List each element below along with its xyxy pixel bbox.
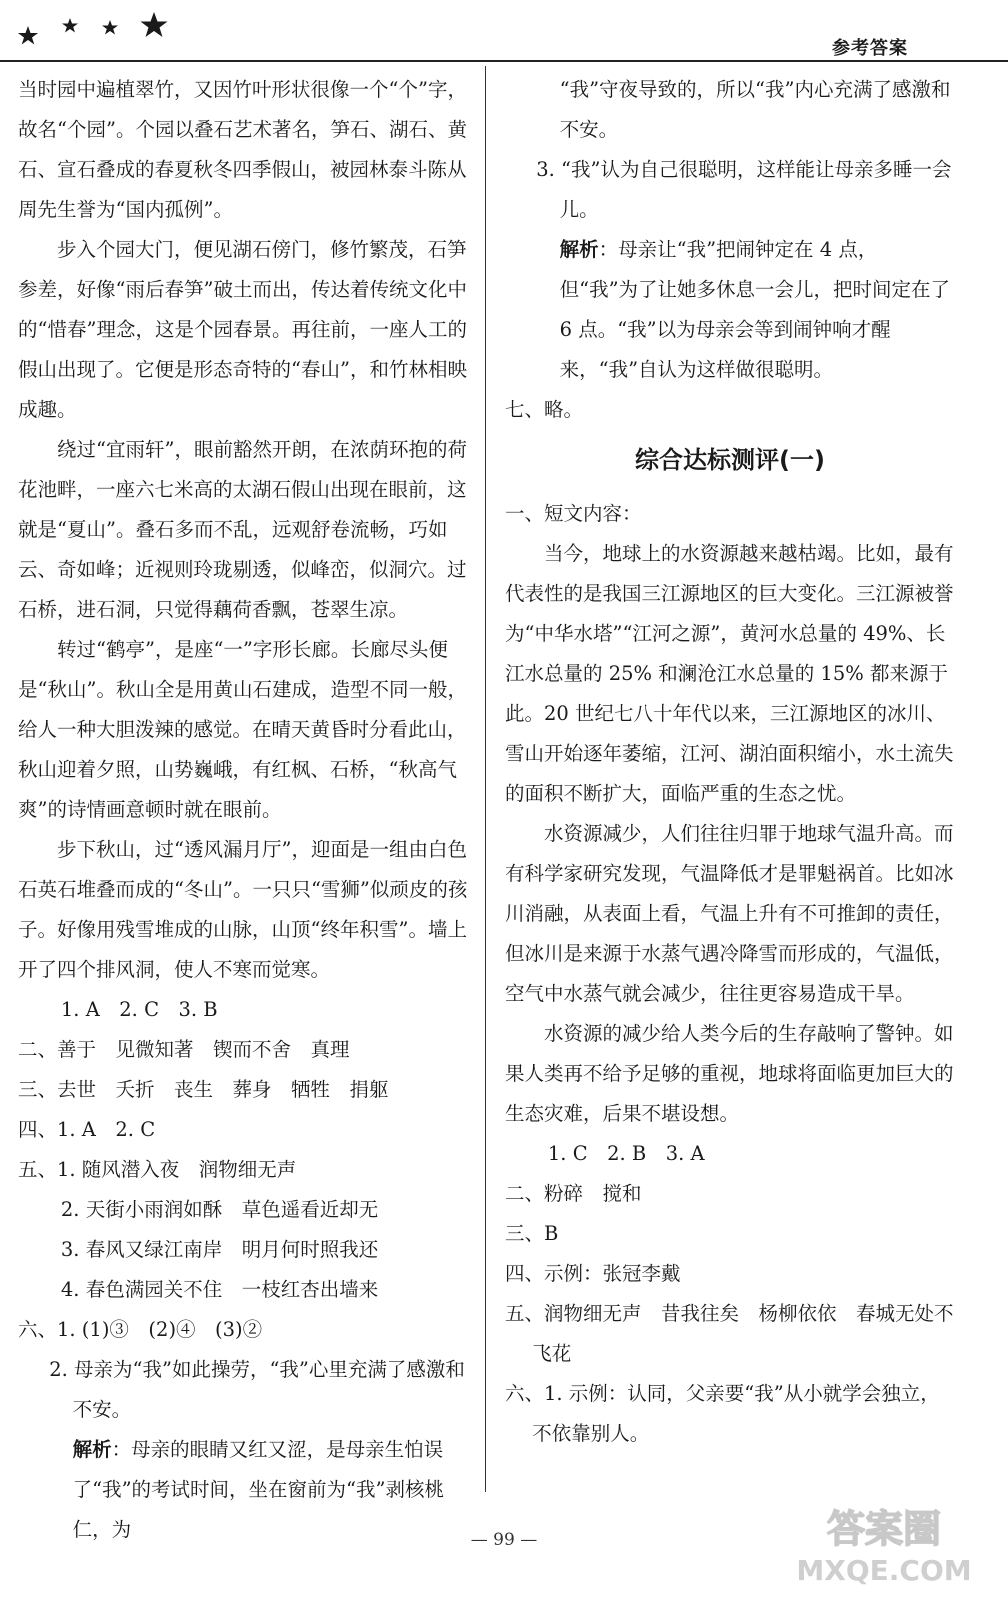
page-number: — 99 —	[470, 1530, 538, 1550]
header-title: 参考答案	[832, 38, 908, 59]
explanation-text: ：母亲的眼睛又红又涩，是母亲生怕误了“我”的考试时间，坐在窗前为“我”剥核桃仁，为	[72, 1438, 444, 1541]
answer-line: 五、润物细无声 昔我往矣 杨柳依依 春城无处不飞花	[505, 1302, 954, 1365]
answer-line: 2. 天街小雨润如酥 草色遥看近却无	[60, 1198, 379, 1221]
passage-paragraph: 水资源减少，人们往往归罪于地球气温升高。而有科学家研究发现，气温降低才是罪魁祸首。比如冰川消融，从表面上看，气温上升有不可推卸的责任，但冰川是来源于水蒸气遇冷降雪而形成的，气温低，空气中水蒸气就会减少，往往更容易造成干旱。	[505, 822, 954, 1005]
answer-line: 六、1. (1)③ (2)④ (3)②	[18, 1318, 263, 1341]
star-icon	[18, 26, 38, 45]
page-header	[0, 0, 1008, 60]
answer-line: 三、去世 夭折 丧生 葬身 牺牲 捐躯	[18, 1078, 389, 1101]
right-column	[505, 70, 955, 1454]
answer-line: “我”守夜导致的，所以“我”内心充满了感激和不安。	[559, 78, 951, 141]
answer-line: 4. 春色满园关不住 一枝红杏出墙来	[60, 1278, 379, 1301]
passage-paragraph: 步入个园大门，便见湖石傍门，修竹繁茂，石笋参差，好像“雨后春笋”破土而出，传达着传统文化中的“惜春”理念，这是个园春景。再往前，一座人工的假山出现了。它便是形态奇特的“春山”，和竹林相映成趣。	[18, 238, 467, 421]
answer-line: 四、示例：张冠李戴	[505, 1262, 681, 1285]
answer-line: 3. “我”认为自己很聪明，这样能让母亲多睡一会儿。	[536, 158, 952, 221]
answer-line: 四、1. A 2. C	[18, 1118, 156, 1141]
answer-line: 二、善于 见微知著 锲而不舍 真理	[18, 1038, 350, 1061]
left-column	[18, 70, 480, 1550]
star-icon	[62, 18, 78, 33]
svg-text:MXQE.COM: MXQE.COM	[796, 1554, 972, 1587]
explanation-label: 解析	[559, 238, 599, 261]
answer-line: 1. A 2. C 3. B	[60, 998, 218, 1021]
answer-line: 2. 母亲为“我”如此操劳，“我”心里充满了感激和不安。	[49, 1358, 465, 1421]
answer-line: 1. C 2. B 3. A	[547, 1142, 705, 1165]
passage-paragraph: 步下秋山，过“透风漏月厅”，迎面是一组由白色石英石堆叠而成的“冬山”。一只只“雪狮”似顽皮的孩子。好像用残雪堆成的山脉，山顶“终年积雪”。墙上开了四个排风洞，使人不寒而觉寒。	[18, 838, 468, 981]
column-divider	[485, 66, 486, 1492]
passage-paragraph: 转过“鹤亭”，是座“一”字形长廊。长廊尽头便是“秋山”。秋山全是用黄山石建成，造型不同一般，给人一种大胆泼辣的感觉。在晴天黄昏时分看此山，秋山迎着夕照，山势巍峨，有红枫、石桥，“秋高气爽”的诗情画意顿时就在眼前。	[18, 638, 467, 821]
section-title: 综合达标测评(一)	[635, 446, 825, 474]
header-stars	[14, 8, 174, 48]
passage-paragraph: 当今，地球上的水资源越来越枯竭。比如，最有代表性的是我国三江源地区的巨大变化。三江源被誉为“中华水塔”“江河之源”，黄河水总量的 49%、长江水总量的 25% 和澜沧江水总量的 15% 都来源于此。20 世纪七八十年代以来，三江源地区的冰川、雪山开始逐年萎缩，江河、湖泊面积缩小，水土流失的面积不断扩大，面临严重的生态之忧。	[505, 542, 954, 805]
section-heading: 一、短文内容：	[505, 502, 642, 525]
passage-paragraph: 水资源的减少给人类今后的生存敲响了警钟。如果人类再不给予足够的重视，地球将面临更加巨大的生态灾难，后果不堪设想。	[505, 1022, 954, 1125]
answer-line: 3. 春风又绿江南岸 明月何时照我还	[60, 1238, 379, 1261]
answer-line: 二、粉碎 搅和	[505, 1182, 642, 1205]
answer-line: 五、1. 随风潜入夜 润物细无声	[18, 1158, 297, 1181]
star-icon	[102, 20, 118, 35]
answer-line: 三、B	[505, 1222, 559, 1245]
passage-paragraph: 当时园中遍植翠竹，又因竹叶形状很像一个“个”字，故名“个园”。个园以叠石艺术著名，笋石、湖石、黄石、宣石叠成的春夏秋冬四季假山，被园林泰斗陈从周先生誉为“国内孤例”。	[18, 78, 467, 221]
svg-text:答案圈: 答案圈	[826, 1507, 942, 1551]
answer-line: 六、1. 示例：认同，父亲要“我”从小就学会独立，不依靠别人。	[505, 1382, 940, 1445]
answer-line: 七、略。	[505, 398, 584, 421]
watermark-logo	[774, 1500, 994, 1590]
explanation	[505, 230, 955, 390]
header-rule	[0, 60, 1008, 62]
explanation-text: ：母亲让“我”把闹钟定在 4 点，但“我”为了让她多休息一会儿，把时间定在了 6 点。“我”以为母亲会等到闹钟响才醒来，“我”自认为这样做很聪明。	[559, 238, 951, 381]
star-icon	[141, 12, 168, 37]
passage-paragraph: 绕过“宜雨轩”，眼前豁然开朗，在浓荫环抱的荷花池畔，一座六七米高的太湖石假山出现在眼前，这就是“夏山”。叠石多而不乱，远观舒卷流畅，巧如云、奇如峰；近视则玲珑剔透，似峰峦，似洞穴。过石桥，进石洞，只觉得藕荷香飘，苍翠生凉。	[18, 438, 467, 621]
explanation-label: 解析	[72, 1438, 112, 1461]
